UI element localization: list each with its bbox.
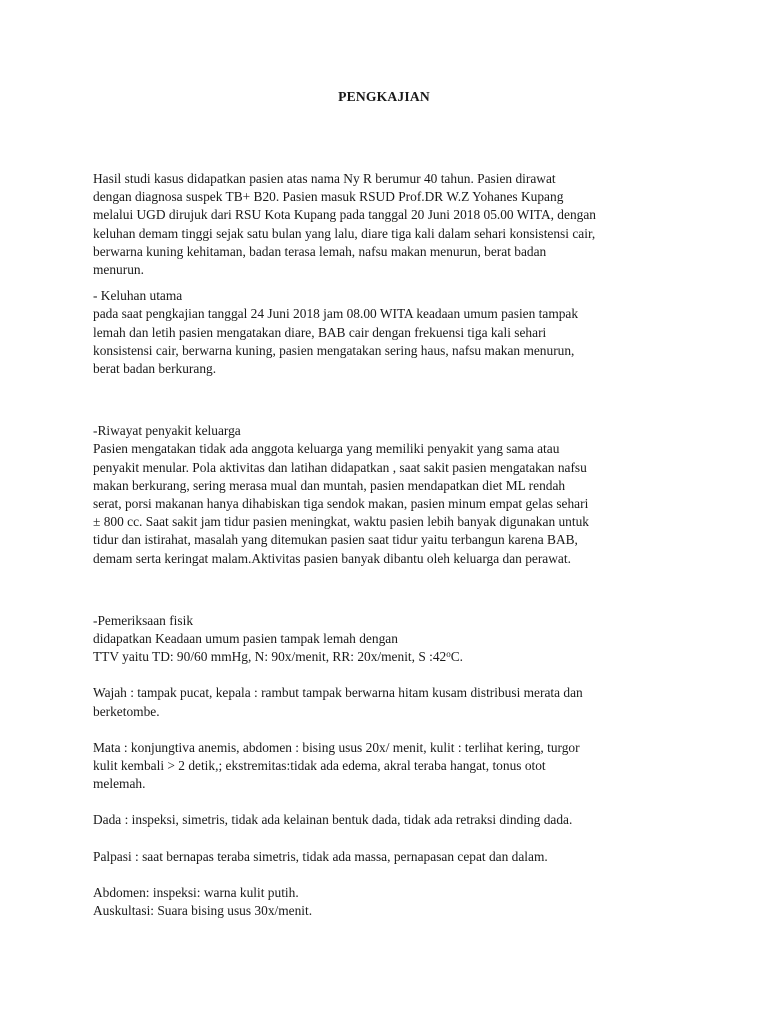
- vital-signs-line: [93, 648, 683, 666]
- text-line: menurun.: [93, 262, 144, 278]
- text-line: konsistensi cair, berwarna kuning, pasien mengatakan sering haus, nafsu makan menurun,: [93, 342, 575, 358]
- text-line: penyakit menular. Pola aktivitas dan latihan didapatkan , saat sakit pasien mengatakan nafsu: [93, 459, 587, 475]
- abdomen-paragraph: [93, 884, 683, 920]
- spacer: [93, 666, 683, 684]
- spacer: [93, 830, 683, 848]
- text-line: makan berkurang, sering merasa mual dan muntah, pasien mendapatkan diet ML rendah: [93, 477, 566, 493]
- section-heading: - Keluhan utama: [93, 288, 183, 304]
- dada-paragraph: Dada : inspeksi, simetris, tidak ada kelainan bentuk dada, tidak ada retraksi dinding dada.: [93, 812, 573, 828]
- intro-paragraph: [93, 170, 683, 279]
- pemeriksaan-section: [93, 612, 683, 667]
- text-line: keluhan demam tinggi sejak satu bulan yang lalu, diare tiga kali dalam sehari konsistensi cair,: [93, 225, 596, 241]
- text-line: lemah dan letih pasien mengatakan diare, BAB cair dengan frekuensi tiga kali sehari: [93, 324, 547, 340]
- text-line: berwarna kuning kehitaman, badan terasa lemah, nafsu makan menurun, berat badan: [93, 243, 547, 259]
- text-line: melalui UGD dirujuk dari RSU Kota Kupang pada tanggal 20 Juni 2018 05.00 WITA, dengan: [93, 207, 596, 223]
- text-line: ± 800 cc. Saat sakit jam tidur pasien meningkat, waktu pasien lebih banyak digunakan untuk: [93, 514, 589, 530]
- riwayat-section: [93, 422, 683, 568]
- spacer: [93, 378, 683, 422]
- spacer: [93, 866, 683, 884]
- spacer: [93, 568, 683, 612]
- text-line: dengan diagnosa suspek TB+ B20. Pasien masuk RSUD Prof.DR W.Z Yohanes Kupang: [93, 189, 564, 205]
- section-heading: -Riwayat penyakit keluarga: [93, 423, 241, 439]
- spacer: [93, 279, 683, 287]
- spacer: [93, 721, 683, 739]
- ttv-unit: C.: [450, 649, 464, 665]
- mata-paragraph: [93, 739, 683, 794]
- text-line: Mata : konjungtiva anemis, abdomen : bising usus 20x/ menit, kulit : terlihat kering, turgor: [93, 739, 580, 755]
- text-line: Wajah : tampak pucat, kepala : rambut tampak berwarna hitam kusam distribusi merata dan: [93, 685, 583, 701]
- degree-superscript: o: [446, 649, 451, 660]
- ttv-text: TTV yaitu TD: 90/60 mmHg, N: 90x/menit, RR: 20x/menit, S :42: [93, 649, 447, 665]
- text-line: Hasil studi kasus didapatkan pasien atas nama Ny R berumur 40 tahun. Pasien dirawat: [93, 171, 556, 186]
- text-line: serat, porsi makanan hanya dihabiskan tiga sendok makan, pasien minum empat gelas sehari: [93, 496, 589, 512]
- spacer: [93, 793, 683, 811]
- text-line: Abdomen: inspeksi: warna kulit putih.: [93, 884, 299, 900]
- text-line: berat badan berkurang.: [93, 361, 217, 377]
- keluhan-utama-section: [93, 287, 683, 378]
- text-line: Pasien mengatakan tidak ada anggota keluarga yang memiliki penyakit yang sama atau: [93, 441, 560, 457]
- text-line: demam serta keringat malam.Aktivitas pasien banyak dibantu oleh keluarga dan perawat.: [93, 550, 571, 566]
- document-title: PENGKAJIAN: [338, 89, 430, 104]
- section-heading: -Pemeriksaan fisik: [93, 612, 194, 628]
- text-line: didapatkan Keadaan umum pasien tampak lemah dengan: [93, 631, 398, 647]
- palpasi-paragraph: Palpasi : saat bernapas teraba simetris, tidak ada massa, pernapasan cepat dan dalam.: [93, 848, 548, 864]
- text-line: kulit kembali > 2 detik,; ekstremitas:tidak ada edema, akral teraba hangat, tonus otot: [93, 758, 546, 774]
- text-line: berketombe.: [93, 703, 160, 719]
- text-line: pada saat pengkajian tanggal 24 Juni 2018 jam 08.00 WITA keadaan umum pasien tampak: [93, 306, 579, 322]
- text-line: melemah.: [93, 776, 146, 792]
- text-line: tidur dan istirahat, masalah yang ditemukan pasien saat tidur yaitu terbangun karena BAB,: [93, 532, 578, 548]
- wajah-paragraph: [93, 684, 683, 720]
- text-line: Auskultasi: Suara bising usus 30x/menit.: [93, 903, 313, 919]
- document-body: [93, 170, 683, 920]
